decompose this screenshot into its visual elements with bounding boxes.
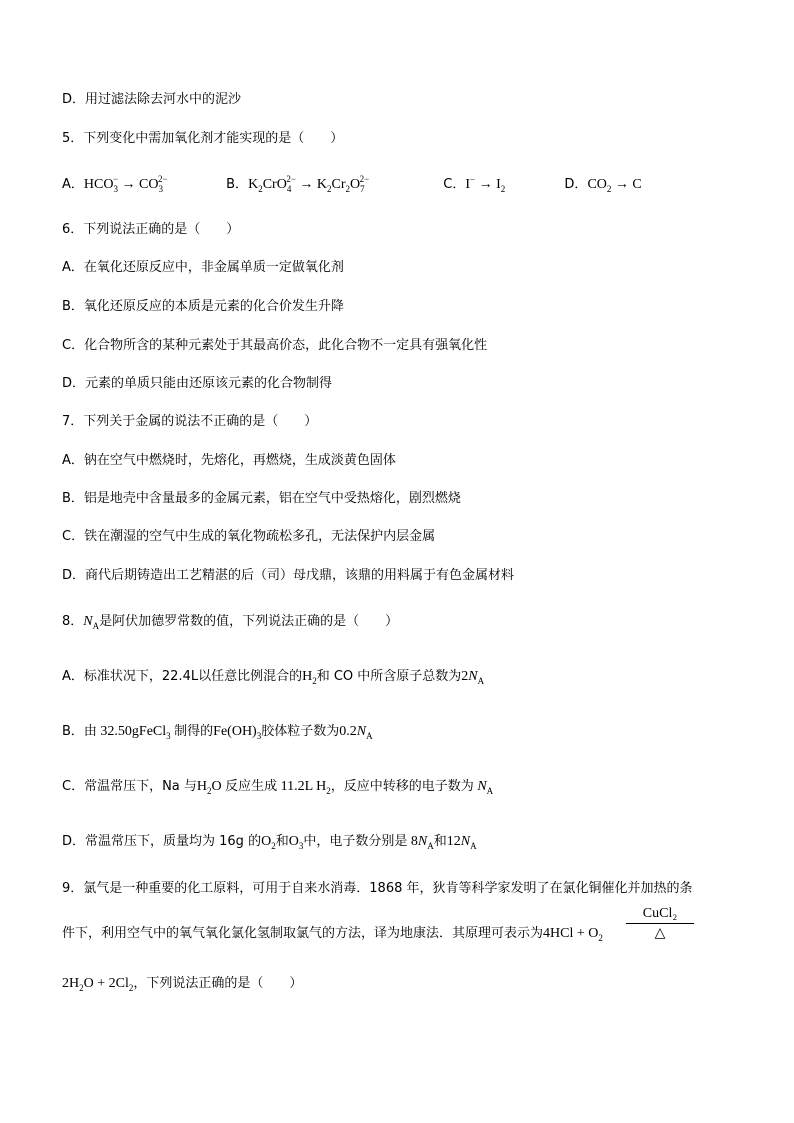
q8a-text-2: 和 CO 中所含原子总数为 [316, 669, 462, 684]
q8-option-b [62, 723, 373, 741]
q6-option-d: D．元素的单质只能由还原该元素的化合物制得 [62, 376, 333, 391]
reaction-condition [626, 906, 694, 942]
q8b-text-3: 胶体粒子数为 [261, 724, 340, 739]
q9-products: $2H_2O + 2Cl_2$ [62, 976, 134, 993]
q8-option-d [62, 833, 477, 851]
q8d-o2: $O_2$ [261, 834, 276, 851]
question-9-line-3 [62, 975, 302, 993]
q7-option-a: A．钠在空气中燃烧时，先熔化，再燃烧，生成淡黄色固体 [62, 453, 396, 468]
q8d-o3: $O_3$ [288, 834, 304, 851]
question-6: 6．下列说法正确的是（ ） [62, 222, 240, 237]
q8b-text-1: B．由 [62, 724, 97, 739]
q6-option-b: B．氧化还原反应的本质是元素的化合价发生升降 [62, 299, 344, 314]
q8-option-c [62, 778, 493, 796]
question-7: 7．下列关于金属的说法不正确的是（ ） [62, 414, 318, 429]
q8d-text-4: 和 [433, 834, 447, 849]
q8c-text-1: C．常温常压下，Na 与 [62, 779, 197, 794]
q5-option-d-formula: $CO_2 \to C$ [587, 177, 642, 194]
catalyst-label: CuCl₂ [642, 906, 678, 921]
q8c-text-3: ，反应中转移的电子数为 [330, 779, 474, 794]
heat-symbol: △ [654, 925, 666, 941]
question-9-line-2 [62, 925, 603, 943]
q9-text-3: ，下列说法正确的是（ ） [133, 976, 303, 991]
q6-option-a: A．在氧化还原反应中，非金属单质一定做氧化剂 [62, 260, 344, 275]
q8a-answer: $2N_A$ [461, 669, 485, 686]
q8c-volume: 11.2L $H_2$ [277, 779, 331, 796]
q8a-text-1: A．标准状况下，22.4L以任意比例混合的 [62, 669, 303, 684]
avogadro-symbol: $N_A$ [83, 614, 100, 631]
q8d-text-3: 中，电子数分别是 [303, 834, 408, 849]
q8c-answer: $N_A$ [477, 779, 494, 796]
q7-option-c: C．铁在潮湿的空气中生成的氧化物疏松多孔，无法保护内层金属 [62, 529, 436, 544]
question-5: 5．下列变化中需加氧化剂才能实现的是（ ） [62, 131, 344, 146]
q8b-answer: $0.2N_A$ [339, 724, 373, 741]
q9-text-2: 件下，利用空气中的氧气氧化氯化氢制取氯气的方法，译为地康法．其原理可表示为 [62, 926, 544, 941]
question-9-line-1: 9．氯气是一种重要的化工原料，可用于自来水消毒．1868 年，狄肯等科学家发明了在氯化铜催化并加热的条 [62, 881, 693, 896]
q5-option-b-formula: $K_2CrO_4^{2-} \to K_2Cr_2O_7^{2-}$ [248, 174, 370, 194]
question-8 [62, 613, 398, 631]
q8-option-a [62, 668, 484, 686]
q6-option-c: C．化合物所含的某种元素处于其最高价态，此化合物不一定具有强氧化性 [62, 338, 488, 353]
option-d-prev: D．用过滤法除去河水中的泥沙 [62, 92, 242, 107]
q5-option-c-label: C． [443, 177, 466, 192]
q8d-text-1: D．常温常压下，质量均为 16g 的 [62, 834, 262, 849]
q5-option-b-label: B． [226, 177, 249, 192]
q5-option-a-label: A． [62, 177, 84, 192]
q8-stem: 是阿伏加德罗常数的值，下列说法正确的是（ ） [99, 614, 399, 629]
q8c-h2o: $H_2O$ [196, 779, 226, 796]
q9-reactants: $4HCl + O_2$ [543, 926, 603, 943]
q8-number: 8． [62, 614, 84, 629]
q8b-feoh3: $Fe(OH)_3$ [213, 724, 262, 741]
q5-option-d-label: D． [564, 177, 588, 192]
q8c-text-2: 反应生成 [225, 779, 278, 794]
q8b-text-2: 制得的 [174, 724, 214, 739]
q8d-text-2: 和 [275, 834, 289, 849]
q8d-answer-1: $8N_A$ [407, 834, 434, 851]
q8a-h2: $H_2$ [302, 669, 317, 686]
q5-option-a-formula: $HCO_3^- \to CO_3^{2-}$ [83, 174, 168, 194]
q8b-fecl3: 32.50gFeCl$_3$ [96, 724, 171, 741]
q7-option-b: B．铝是地壳中含量最多的金属元素，铝在空气中受热熔化，剧烈燃烧 [62, 491, 461, 506]
q5-option-c-formula: $I^- \to I_2$ [465, 174, 506, 194]
question-5-options [62, 176, 642, 194]
q7-option-d: D．商代后期铸造出工艺精湛的后（司）母戊鼎，该鼎的用料属于有色金属材料 [62, 568, 515, 583]
q8d-answer-2: $12N_A$ [446, 834, 477, 851]
